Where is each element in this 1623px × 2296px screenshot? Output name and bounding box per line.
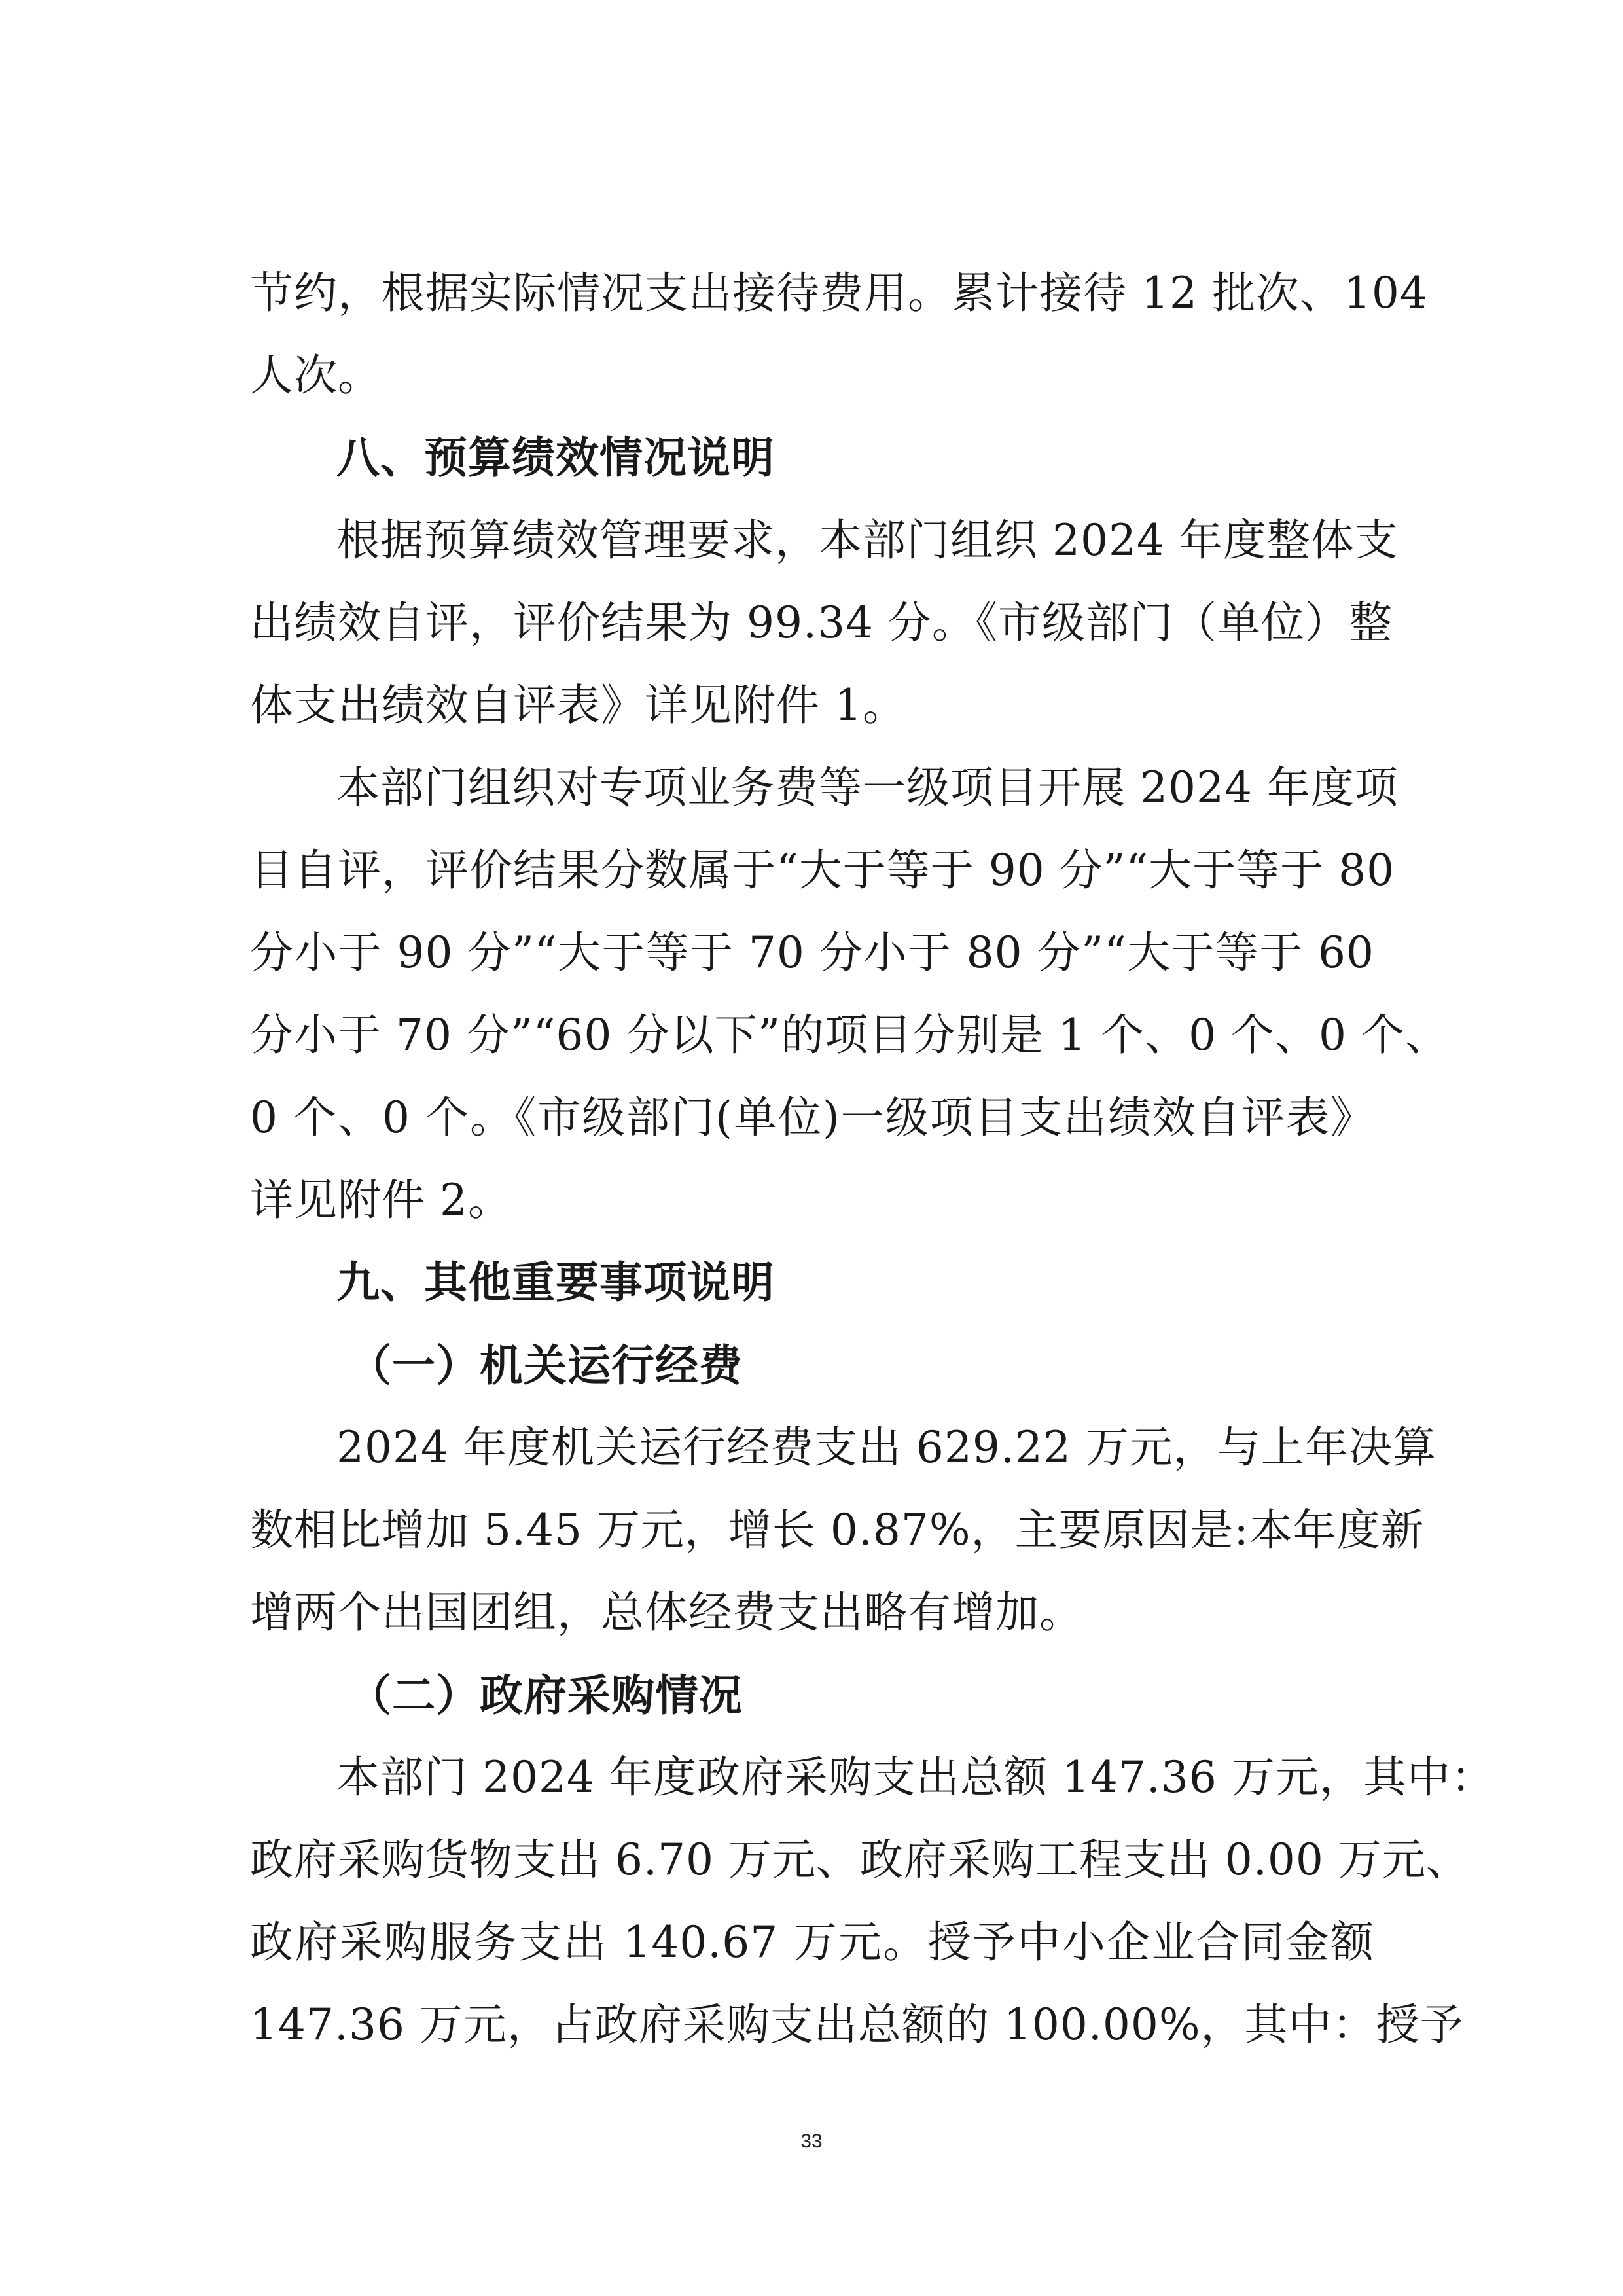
- text-line: 节约，根据实际情况支出接待费用。累计接待 12 批次、104: [250, 268, 1428, 318]
- text-line: 分小于 70 分”“60 分以下”的项目分别是 1 个、0 个、0 个、: [250, 1010, 1450, 1060]
- text-line: 147.36 万元，占政府采购支出总额的 100.00%，其中：授予: [250, 2000, 1464, 2050]
- text-line: 体支出绩效自评表》详见附件 1。: [250, 680, 906, 730]
- text-line: 政府采购服务支出 140.67 万元。授予中小企业合同金额: [250, 1917, 1374, 1967]
- text-line: 本部门组织对专项业务费等一级项目开展 2024 年度项: [336, 762, 1399, 813]
- text-line: 数相比增加 5.45 万元，增长 0.87%，主要原因是:本年度新: [250, 1505, 1425, 1555]
- text-line: 2024 年度机关运行经费支出 629.22 万元，与上年决算: [336, 1422, 1436, 1473]
- text-line: 分小于 90 分”“大于等于 70 分小于 80 分”“大于等于 60: [250, 927, 1374, 978]
- section-heading: 八、预算绩效情况说明: [336, 433, 775, 483]
- text-line: 目自评，评价结果分数属于“大于等于 90 分”“大于等于 80: [250, 845, 1395, 895]
- text-line: 政府采购货物支出 6.70 万元、政府采购工程支出 0.00 万元、: [250, 1835, 1470, 1885]
- subsection-heading: （二）政府采购情况: [348, 1670, 743, 1721]
- text-line: 详见附件 2。: [250, 1175, 512, 1225]
- page-number: 33: [800, 2130, 823, 2152]
- text-line: 人次。: [250, 350, 382, 401]
- text-line: 出绩效自评，评价结果为 99.34 分。《市级部门（单位）整: [250, 598, 1393, 648]
- body-text: [250, 252, 1495, 2066]
- text-line: 增两个出国团组，总体经费支出略有增加。: [250, 1587, 1083, 1638]
- text-line: 本部门 2024 年度政府采购支出总额 147.36 万元，其中：: [336, 1752, 1495, 1803]
- text-line: 0 个、0 个。《市级部门(单位)一级项目支出绩效自评表》: [250, 1092, 1374, 1143]
- text-line: 根据预算绩效管理要求，本部门组织 2024 年度整体支: [336, 515, 1399, 565]
- subsection-heading: （一）机关运行经费: [348, 1340, 743, 1391]
- section-heading: 九、其他重要事项说明: [336, 1257, 775, 1308]
